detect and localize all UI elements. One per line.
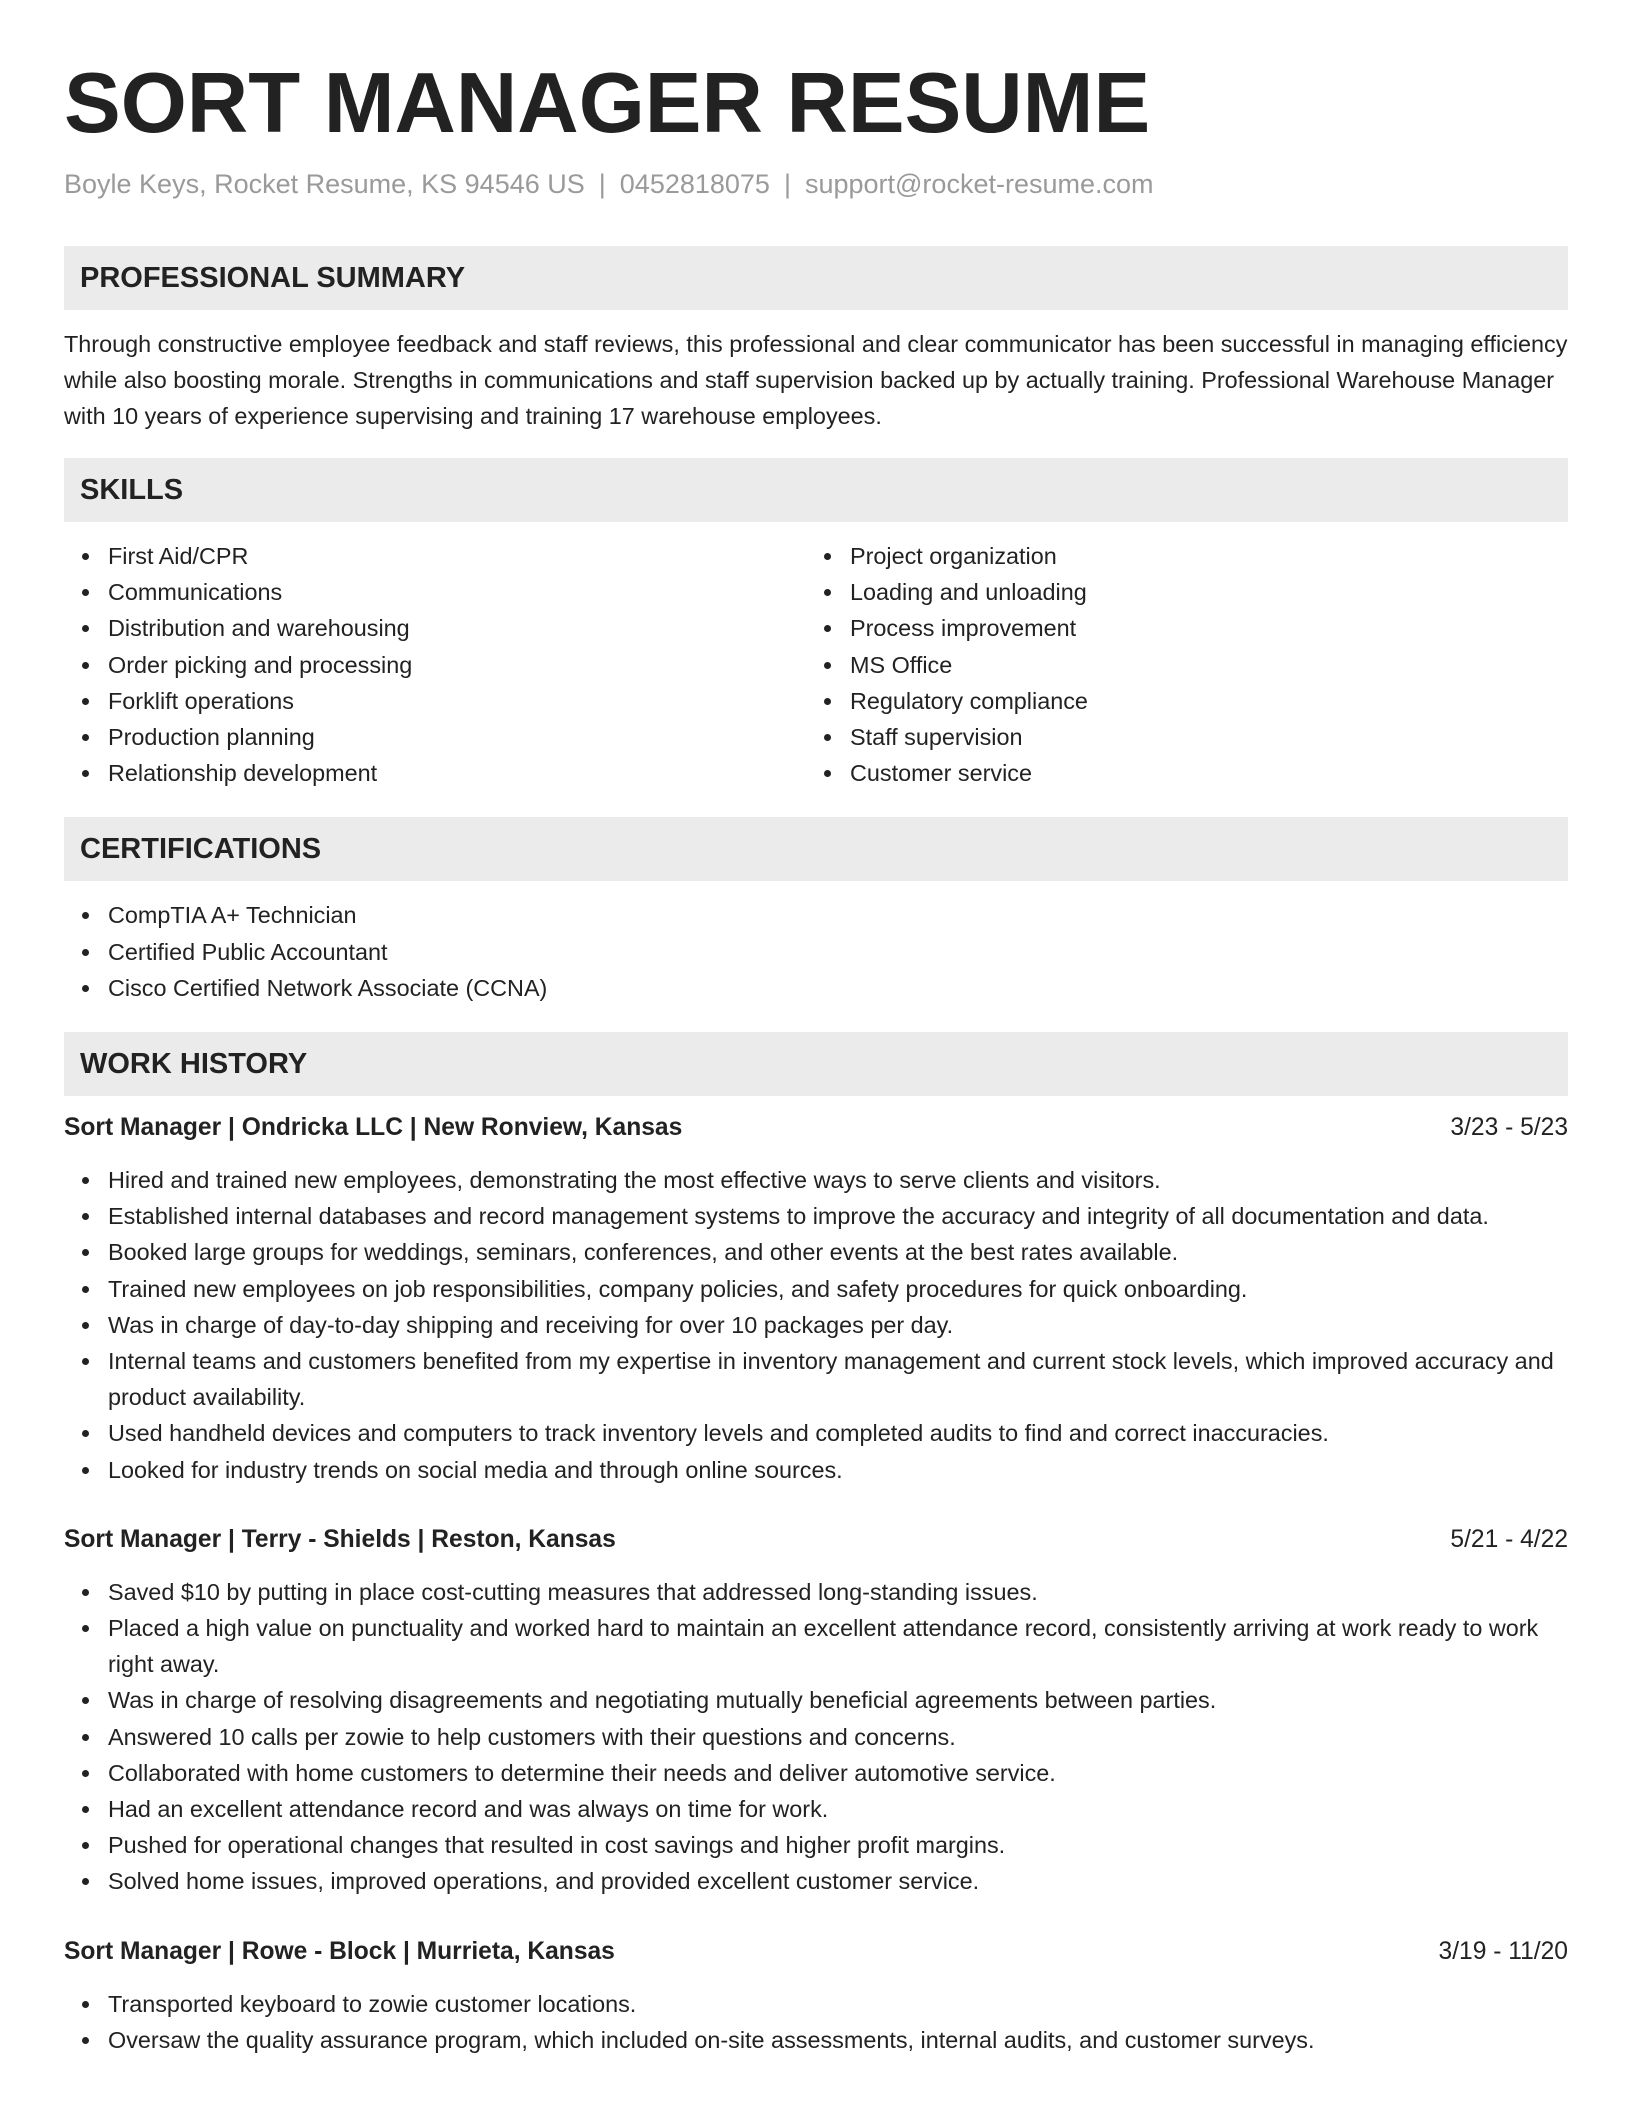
certification-item: Cisco Certified Network Associate (CCNA) — [108, 970, 1568, 1006]
job-bullet: Placed a high value on punctuality and worked hard to maintain an excellent attendance record, consistently arriving at work ready to work right away. — [108, 1610, 1568, 1682]
skill-item: Communications — [108, 574, 806, 610]
skill-item: Production planning — [108, 719, 806, 755]
job-header — [64, 1934, 1568, 1970]
certification-item: Certified Public Accountant — [108, 934, 1568, 970]
contact-separator: | — [598, 169, 606, 199]
contact-line — [64, 166, 1568, 202]
skill-item: Project organization — [850, 538, 1548, 574]
skill-item: Loading and unloading — [850, 574, 1548, 610]
skill-item: First Aid/CPR — [108, 538, 806, 574]
skills-column-left — [64, 538, 806, 791]
job-dates: 3/19 - 11/20 — [1438, 1937, 1568, 1965]
skill-item: Distribution and warehousing — [108, 610, 806, 646]
job-bullet: Looked for industry trends on social media and through online sources. — [108, 1452, 1568, 1488]
resume-title: SORT MANAGER RESUME — [64, 56, 1151, 151]
certifications-list — [64, 897, 1568, 1006]
skills-grid — [64, 538, 1568, 791]
job-header — [64, 1110, 1568, 1146]
skill-item: Staff supervision — [850, 719, 1548, 755]
skill-item: Process improvement — [850, 610, 1548, 646]
skills-column-right — [806, 538, 1548, 791]
job-bullets — [64, 1986, 1568, 2058]
skill-item: MS Office — [850, 647, 1548, 683]
skill-item: Forklift operations — [108, 683, 806, 719]
section-heading-work-history: WORK HISTORY — [64, 1032, 1568, 1096]
job-header — [64, 1522, 1568, 1558]
job-bullet: Used handheld devices and computers to track inventory levels and completed audits to find and correct inaccuracies. — [108, 1415, 1568, 1451]
summary-text: Through constructive employee feedback and staff reviews, this professional and clear communicator has been successful in managing efficiency while also boosting morale. Strengths in communications and staff supervision backed up by actually training. Professional Warehouse Manager with 10 years of experience supervising and training 17 warehouse employees. — [64, 331, 1568, 429]
skill-item: Order picking and processing — [108, 647, 806, 683]
job-title: Sort Manager | Terry - Shields | Reston, Kansas — [64, 1525, 616, 1553]
job-bullet: Was in charge of resolving disagreements and negotiating mutually beneficial agreements between parties. — [108, 1682, 1568, 1718]
section-heading-certifications: CERTIFICATIONS — [64, 817, 1568, 881]
skill-item: Customer service — [850, 755, 1548, 791]
contact-address: Boyle Keys, Rocket Resume, KS 94546 US — [64, 169, 585, 199]
job-bullet: Solved home issues, improved operations, and provided excellent customer service. — [108, 1863, 1568, 1899]
resume-content — [64, 0, 1568, 2058]
contact-phone: 0452818075 — [619, 169, 770, 199]
job-bullet: Was in charge of day-to-day shipping and receiving for over 10 packages per day. — [108, 1307, 1568, 1343]
section-heading-summary: PROFESSIONAL SUMMARY — [64, 246, 1568, 310]
job-bullet: Trained new employees on job responsibilities, company policies, and safety procedures for quick onboarding. — [108, 1271, 1568, 1307]
job-bullet: Hired and trained new employees, demonstrating the most effective ways to serve clients and visitors. — [108, 1162, 1568, 1198]
contact-separator: | — [783, 169, 791, 199]
job-bullet: Internal teams and customers benefited from my expertise in inventory management and current stock levels, which improved accuracy and product availability. — [108, 1343, 1568, 1415]
job-bullet: Booked large groups for weddings, seminars, conferences, and other events at the best rates available. — [108, 1234, 1568, 1270]
skill-item: Relationship development — [108, 755, 806, 791]
job-bullet: Pushed for operational changes that resulted in cost savings and higher profit margins. — [108, 1827, 1568, 1863]
skill-item: Regulatory compliance — [850, 683, 1548, 719]
job-dates: 3/23 - 5/23 — [1450, 1114, 1568, 1142]
contact-email: support@rocket-resume.com — [804, 169, 1154, 199]
job-title: Sort Manager | Rowe - Block | Murrieta, Kansas — [64, 1937, 615, 1965]
section-heading-skills: SKILLS — [64, 458, 1568, 522]
certification-item: CompTIA A+ Technician — [108, 897, 1568, 933]
job-bullet: Saved $10 by putting in place cost-cutting measures that addressed long-standing issues. — [108, 1574, 1568, 1610]
job-bullet: Collaborated with home customers to determine their needs and deliver automotive service. — [108, 1755, 1568, 1791]
job-bullet: Oversaw the quality assurance program, which included on-site assessments, internal audits, and customer surveys. — [108, 2022, 1568, 2058]
job-bullet: Established internal databases and record management systems to improve the accuracy and integrity of all documentation and data. — [108, 1198, 1568, 1234]
job-bullet: Had an excellent attendance record and was always on time for work. — [108, 1791, 1568, 1827]
job-bullets — [64, 1162, 1568, 1488]
job-dates: 5/21 - 4/22 — [1450, 1525, 1568, 1553]
job-bullets — [64, 1574, 1568, 1900]
job-bullet: Answered 10 calls per zowie to help customers with their questions and concerns. — [108, 1719, 1568, 1755]
job-title: Sort Manager | Ondricka LLC | New Ronview, Kansas — [64, 1114, 683, 1142]
job-bullet: Transported keyboard to zowie customer locations. — [108, 1986, 1568, 2022]
